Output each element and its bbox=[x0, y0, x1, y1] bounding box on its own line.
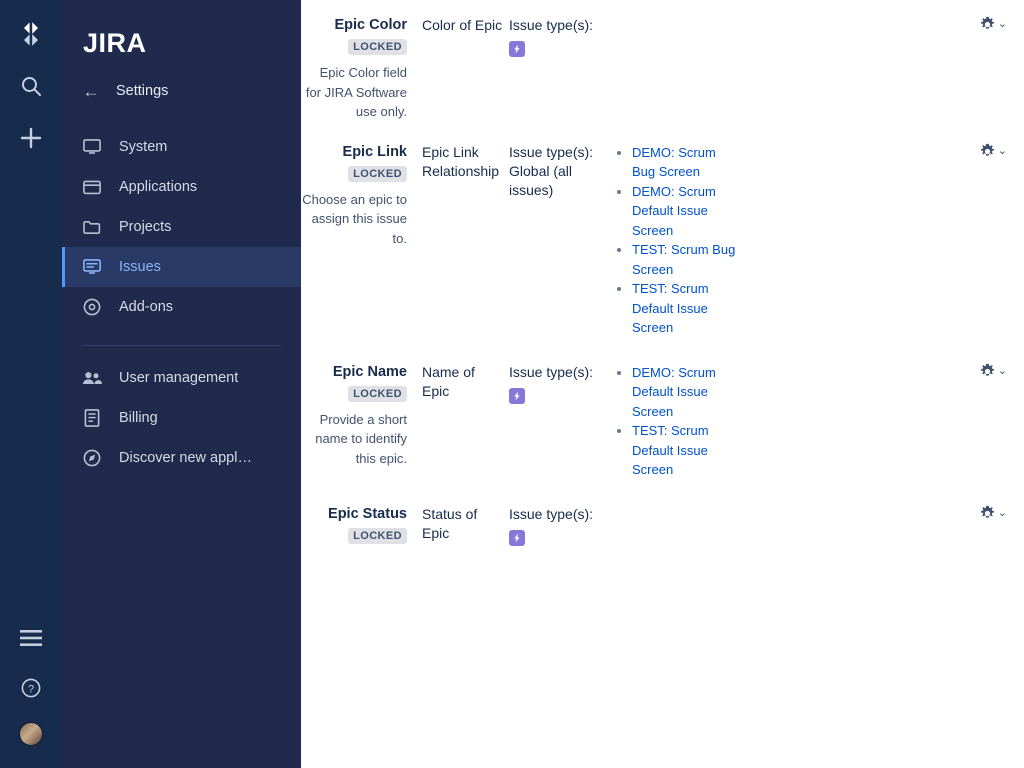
field-name: Epic Link bbox=[342, 143, 407, 160]
sidebar-item-label: Issues bbox=[119, 259, 161, 275]
brand-title: JIRA bbox=[83, 28, 147, 58]
field-name-cell bbox=[301, 16, 413, 122]
chevron-down-icon[interactable]: ⌄ bbox=[997, 144, 1007, 157]
field-name-cell bbox=[301, 363, 413, 480]
sidebar-nav-primary bbox=[62, 127, 301, 327]
table-row bbox=[301, 338, 1024, 480]
field-description: Epic Color field for JIRA Software use only. bbox=[305, 65, 407, 119]
epic-issue-type-icon bbox=[509, 41, 525, 57]
sidebar-item-issues[interactable] bbox=[62, 247, 301, 287]
epic-issue-type-icon bbox=[509, 530, 525, 546]
rail-top-group bbox=[15, 0, 47, 154]
sidebar-item-billing[interactable] bbox=[62, 398, 301, 438]
svg-text:?: ? bbox=[27, 683, 35, 696]
epic-issue-type-icon bbox=[509, 388, 525, 404]
field-screens bbox=[610, 143, 740, 338]
field-issue-types bbox=[506, 363, 610, 480]
chevron-down-icon[interactable]: ⌄ bbox=[997, 506, 1007, 519]
sidebar-item-label: Discover new appl… bbox=[119, 450, 252, 466]
field-actions-menu[interactable] bbox=[979, 363, 1007, 480]
settings-sidebar bbox=[62, 0, 301, 768]
list-item bbox=[632, 421, 740, 480]
field-issue-types bbox=[506, 143, 610, 338]
field-name-cell bbox=[301, 143, 413, 338]
custom-fields-list bbox=[301, 0, 1024, 768]
issue-types-label: Issue type(s): bbox=[509, 143, 594, 160]
gear-icon[interactable] bbox=[979, 363, 996, 380]
list-item bbox=[632, 182, 740, 241]
sidebar-item-system[interactable] bbox=[62, 127, 301, 167]
compass-icon bbox=[82, 449, 102, 467]
issue-types-label: Issue type(s): bbox=[509, 363, 594, 380]
target-icon bbox=[82, 298, 102, 316]
status-badge: LOCKED bbox=[348, 528, 407, 544]
gear-icon[interactable] bbox=[979, 505, 996, 522]
table-row bbox=[301, 480, 1024, 546]
sidebar-divider bbox=[82, 345, 281, 346]
field-screens bbox=[610, 16, 740, 122]
window-icon bbox=[82, 180, 102, 195]
sidebar-item-user-management[interactable] bbox=[62, 358, 301, 398]
monitor-icon bbox=[82, 139, 102, 155]
row-actions bbox=[740, 143, 1024, 338]
sidebar-item-add-ons[interactable] bbox=[62, 287, 301, 327]
sidebar-item-label: User management bbox=[119, 370, 239, 386]
avatar[interactable] bbox=[19, 722, 43, 746]
field-screens bbox=[610, 505, 740, 546]
sidebar-item-discover-new-applications[interactable] bbox=[62, 438, 301, 478]
field-screens bbox=[610, 363, 740, 480]
sidebar-item-label: System bbox=[119, 139, 168, 155]
field-description: Provide a short name to identify this epic. bbox=[315, 411, 407, 466]
field-name: Epic Color bbox=[334, 17, 407, 33]
table-row bbox=[301, 0, 1024, 122]
field-type: Color of Epic bbox=[422, 17, 503, 33]
field-type: Status of Epic bbox=[422, 505, 478, 541]
settings-back-row[interactable] bbox=[62, 74, 301, 108]
chevron-down-icon[interactable]: ⌄ bbox=[997, 18, 1007, 30]
row-actions bbox=[740, 505, 1024, 546]
issue-types-label: Issue type(s): bbox=[509, 505, 594, 522]
gear-icon[interactable] bbox=[979, 16, 996, 33]
field-name: Epic Name bbox=[332, 363, 407, 380]
list-item bbox=[632, 363, 740, 422]
sidebar-item-label: Applications bbox=[119, 179, 198, 195]
sidebar-nav-secondary bbox=[62, 358, 301, 478]
settings-label: Settings bbox=[116, 83, 169, 99]
folder-icon bbox=[82, 220, 102, 235]
menu-icon[interactable] bbox=[15, 622, 47, 654]
row-actions bbox=[740, 16, 1024, 122]
billing-icon bbox=[82, 409, 102, 427]
field-type: Name of Epic bbox=[422, 363, 475, 399]
field-description: Choose an epic to assign this issue to. bbox=[302, 191, 407, 246]
screen-link[interactable]: TEST: Scrum Default Issue Screen bbox=[632, 281, 709, 335]
screen-link[interactable]: DEMO: Scrum Default Issue Screen bbox=[632, 364, 716, 419]
people-icon bbox=[82, 371, 102, 385]
table-row bbox=[301, 122, 1024, 338]
field-actions-menu[interactable] bbox=[979, 143, 1007, 338]
list-item bbox=[632, 143, 740, 182]
field-issue-types bbox=[506, 16, 610, 122]
field-name: Epic Status bbox=[328, 505, 407, 522]
field-actions-menu[interactable] bbox=[979, 505, 1007, 546]
screen-link[interactable]: DEMO: Scrum Default Issue Screen bbox=[632, 183, 716, 238]
sidebar-item-label: Projects bbox=[119, 219, 172, 235]
screen-link[interactable]: TEST: Scrum Default Issue Screen bbox=[632, 423, 709, 477]
arrow-left-icon[interactable]: ← bbox=[82, 81, 100, 101]
gear-icon[interactable] bbox=[979, 143, 996, 160]
help-icon[interactable] bbox=[15, 672, 47, 704]
issue-types-value: Global (all issues) bbox=[509, 162, 573, 198]
create-icon[interactable] bbox=[15, 122, 47, 154]
sidebar-item-label: Billing bbox=[119, 410, 158, 426]
screen-link[interactable]: TEST: Scrum Bug Screen bbox=[632, 242, 736, 277]
status-badge: LOCKED bbox=[348, 166, 407, 182]
list-item bbox=[632, 279, 740, 338]
list-item bbox=[632, 240, 740, 279]
chevron-down-icon[interactable]: ⌄ bbox=[997, 364, 1007, 377]
rail-bottom-group bbox=[0, 622, 62, 746]
screen-link[interactable]: DEMO: Scrum Bug Screen bbox=[632, 144, 716, 179]
field-issue-types bbox=[506, 505, 610, 546]
sidebar-item-projects[interactable] bbox=[62, 207, 301, 247]
global-nav-rail bbox=[0, 0, 62, 768]
field-name-cell bbox=[301, 505, 413, 546]
issue-types-label: Issue type(s): bbox=[509, 17, 594, 33]
sidebar-item-applications[interactable] bbox=[62, 167, 301, 207]
field-type: Epic Link Relationship bbox=[422, 143, 500, 179]
status-badge: LOCKED bbox=[348, 39, 407, 55]
search-icon[interactable] bbox=[15, 70, 47, 102]
issues-icon bbox=[82, 259, 102, 275]
screen-list bbox=[616, 363, 740, 480]
jira-logo-icon[interactable] bbox=[15, 18, 47, 50]
sidebar-item-label: Add-ons bbox=[119, 299, 174, 315]
field-actions-menu[interactable] bbox=[979, 16, 1007, 122]
status-badge: LOCKED bbox=[348, 386, 407, 402]
screen-list bbox=[616, 143, 740, 338]
fields-container bbox=[301, 0, 1024, 546]
row-actions bbox=[740, 363, 1024, 480]
